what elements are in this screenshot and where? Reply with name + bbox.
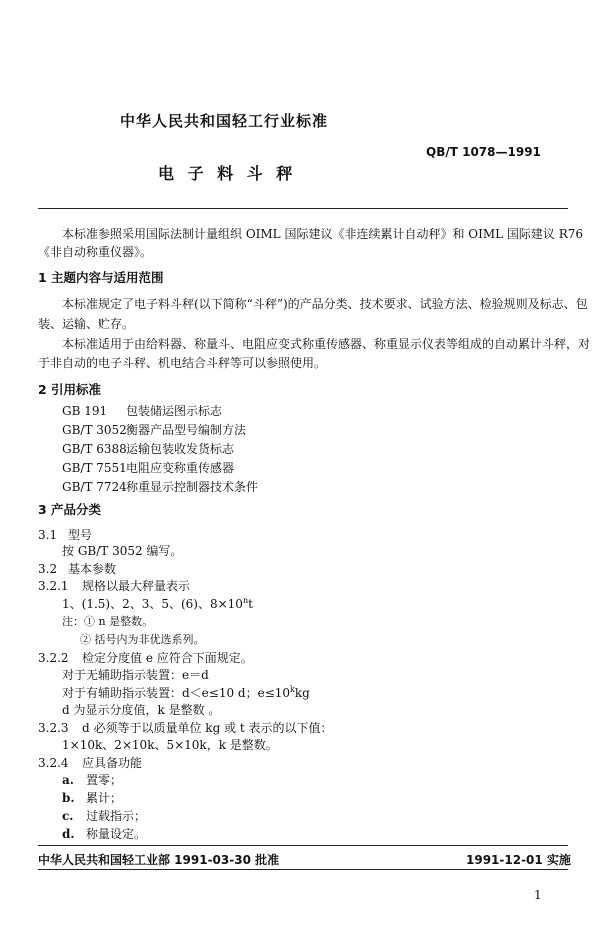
clause-3-2-4 (38, 755, 142, 771)
function-text: 置零； (86, 773, 123, 787)
clause-title: 应具备功能 (82, 756, 143, 770)
clause-3-2-2-line-3: d 为显示分度值，k 是整数 。 (62, 703, 221, 717)
clause-3-2-3-values: 1×10k、2×10k、5×10k，k 是整数。 (62, 738, 278, 752)
clause-3-1-text: 按 GB/T 3052 编写。 (62, 544, 183, 558)
approval-statement: 中华人民共和国轻工业部 1991-03-30 批准 (38, 853, 280, 867)
function-mark: b. (62, 791, 75, 805)
function-text: 过载指示； (86, 809, 147, 823)
footer-rule (38, 845, 568, 846)
section-3-heading: 3 产品分类 (38, 502, 102, 517)
reference-code: GB/T 7724 (62, 480, 127, 494)
clause-3-2-2-line-2 (62, 685, 310, 701)
intro-line-1: 本标准参照采用国际法制计量组织 OIML 国际建议《非连续累计自动秤》和 OIML 国际建议 R76 (62, 227, 584, 241)
footer-rule-bottom (38, 869, 568, 870)
section-1-heading: 1 主题内容与适用范围 (38, 270, 164, 285)
reference-code: GB/T 3052 (62, 423, 127, 437)
reference-code: GB/T 6388 (62, 442, 127, 456)
clause-title: 基本参数 (68, 562, 117, 576)
capacity-values (62, 596, 253, 612)
header-rule (38, 208, 568, 209)
function-mark: a. (62, 773, 74, 787)
function-text: 累计； (86, 791, 123, 805)
condition-text: 对于有辅助指示装置：d＜e≤10 d；e≤10 (62, 686, 291, 700)
clause-number: 3.2.3 (38, 721, 69, 735)
note-2: ② 括号内为非优选系列。 (80, 633, 205, 646)
clause-3-1 (38, 527, 92, 543)
section-2-heading: 2 引用标准 (38, 382, 102, 397)
reference-code: GB 191 (62, 404, 108, 418)
standard-code: QB/T 1078—1991 (426, 145, 541, 159)
reference-list (62, 403, 258, 498)
reference-name: 称重显示控制器技术条件 (126, 480, 259, 494)
section-1-p1-line-2: 装、运输、贮存。 (38, 317, 135, 331)
reference-item (62, 460, 258, 479)
clause-title: 型号 (68, 528, 93, 542)
clause-number: 3.1 (38, 528, 58, 542)
intro-line-2: 《非自动称重仪器》。 (38, 245, 153, 259)
note-1: 注：① n 是整数。 (62, 615, 154, 628)
reference-item (62, 403, 258, 422)
reference-item (62, 422, 258, 441)
section-1-p1-line-1: 本标准规定了电子料斗秤(以下简称“斗秤”)的产品分类、技术要求、试验方法、检验规则及标志、包 (62, 297, 588, 311)
clause-number: 3.2.1 (38, 579, 69, 593)
function-item (62, 772, 146, 790)
capacity-series: 1、(1.5)、2、3、5、(6)、8×10 (62, 597, 243, 611)
document-title: 电 子 料 斗 秤 (158, 164, 297, 183)
clause-title: 规格以最大秤量表示 (82, 579, 191, 593)
function-item (62, 826, 146, 844)
function-item (62, 790, 146, 808)
condition-exponent: k (290, 685, 295, 694)
section-1-p2-line-2: 于非自动的电子斗秤、机电结合斗秤等可以参照使用。 (38, 356, 327, 370)
page-number: 1 (534, 888, 542, 902)
effective-date: 1991-12-01 实施 (466, 853, 571, 867)
clause-number: 3.2.4 (38, 756, 69, 770)
capacity-exponent: n (242, 596, 249, 605)
capacity-unit: t (248, 597, 253, 611)
clause-3-2-3 (38, 720, 333, 736)
reference-name: 电阻应变称重传感器 (126, 461, 235, 475)
clause-3-2 (38, 561, 116, 577)
reference-name: 包装储运图示标志 (126, 404, 223, 418)
clause-3-2-1 (38, 578, 190, 594)
reference-name: 衡器产品型号编制方法 (126, 423, 247, 437)
section-1-p2-line-1: 本标准适用于由给料器、称量斗、电阻应变式称重传感器、称重显示仪表等组成的自动累计斗秤，对 (62, 337, 591, 351)
reference-code: GB/T 7551 (62, 461, 127, 475)
reference-item (62, 441, 258, 460)
function-text: 称量设定。 (86, 827, 147, 841)
reference-item (62, 479, 258, 498)
function-mark: c. (62, 809, 74, 823)
clause-3-2-2-line-1: 对于无辅助指示装置：e＝d (62, 668, 209, 682)
clause-title: 检定分度值 e 应符合下面规定。 (82, 651, 253, 665)
standard-series-title: 中华人民共和国轻工行业标准 (120, 112, 329, 130)
function-item (62, 808, 146, 826)
function-list (62, 772, 146, 844)
clause-number: 3.2.2 (38, 651, 69, 665)
clause-3-2-2 (38, 650, 253, 666)
reference-name: 运输包装收发货标志 (126, 442, 235, 456)
function-mark: d. (62, 827, 75, 841)
clause-title: d 必须等于以质量单位 kg 或 t 表示的以下值： (82, 721, 333, 735)
condition-unit: kg (294, 686, 310, 700)
clause-number: 3.2 (38, 562, 58, 576)
